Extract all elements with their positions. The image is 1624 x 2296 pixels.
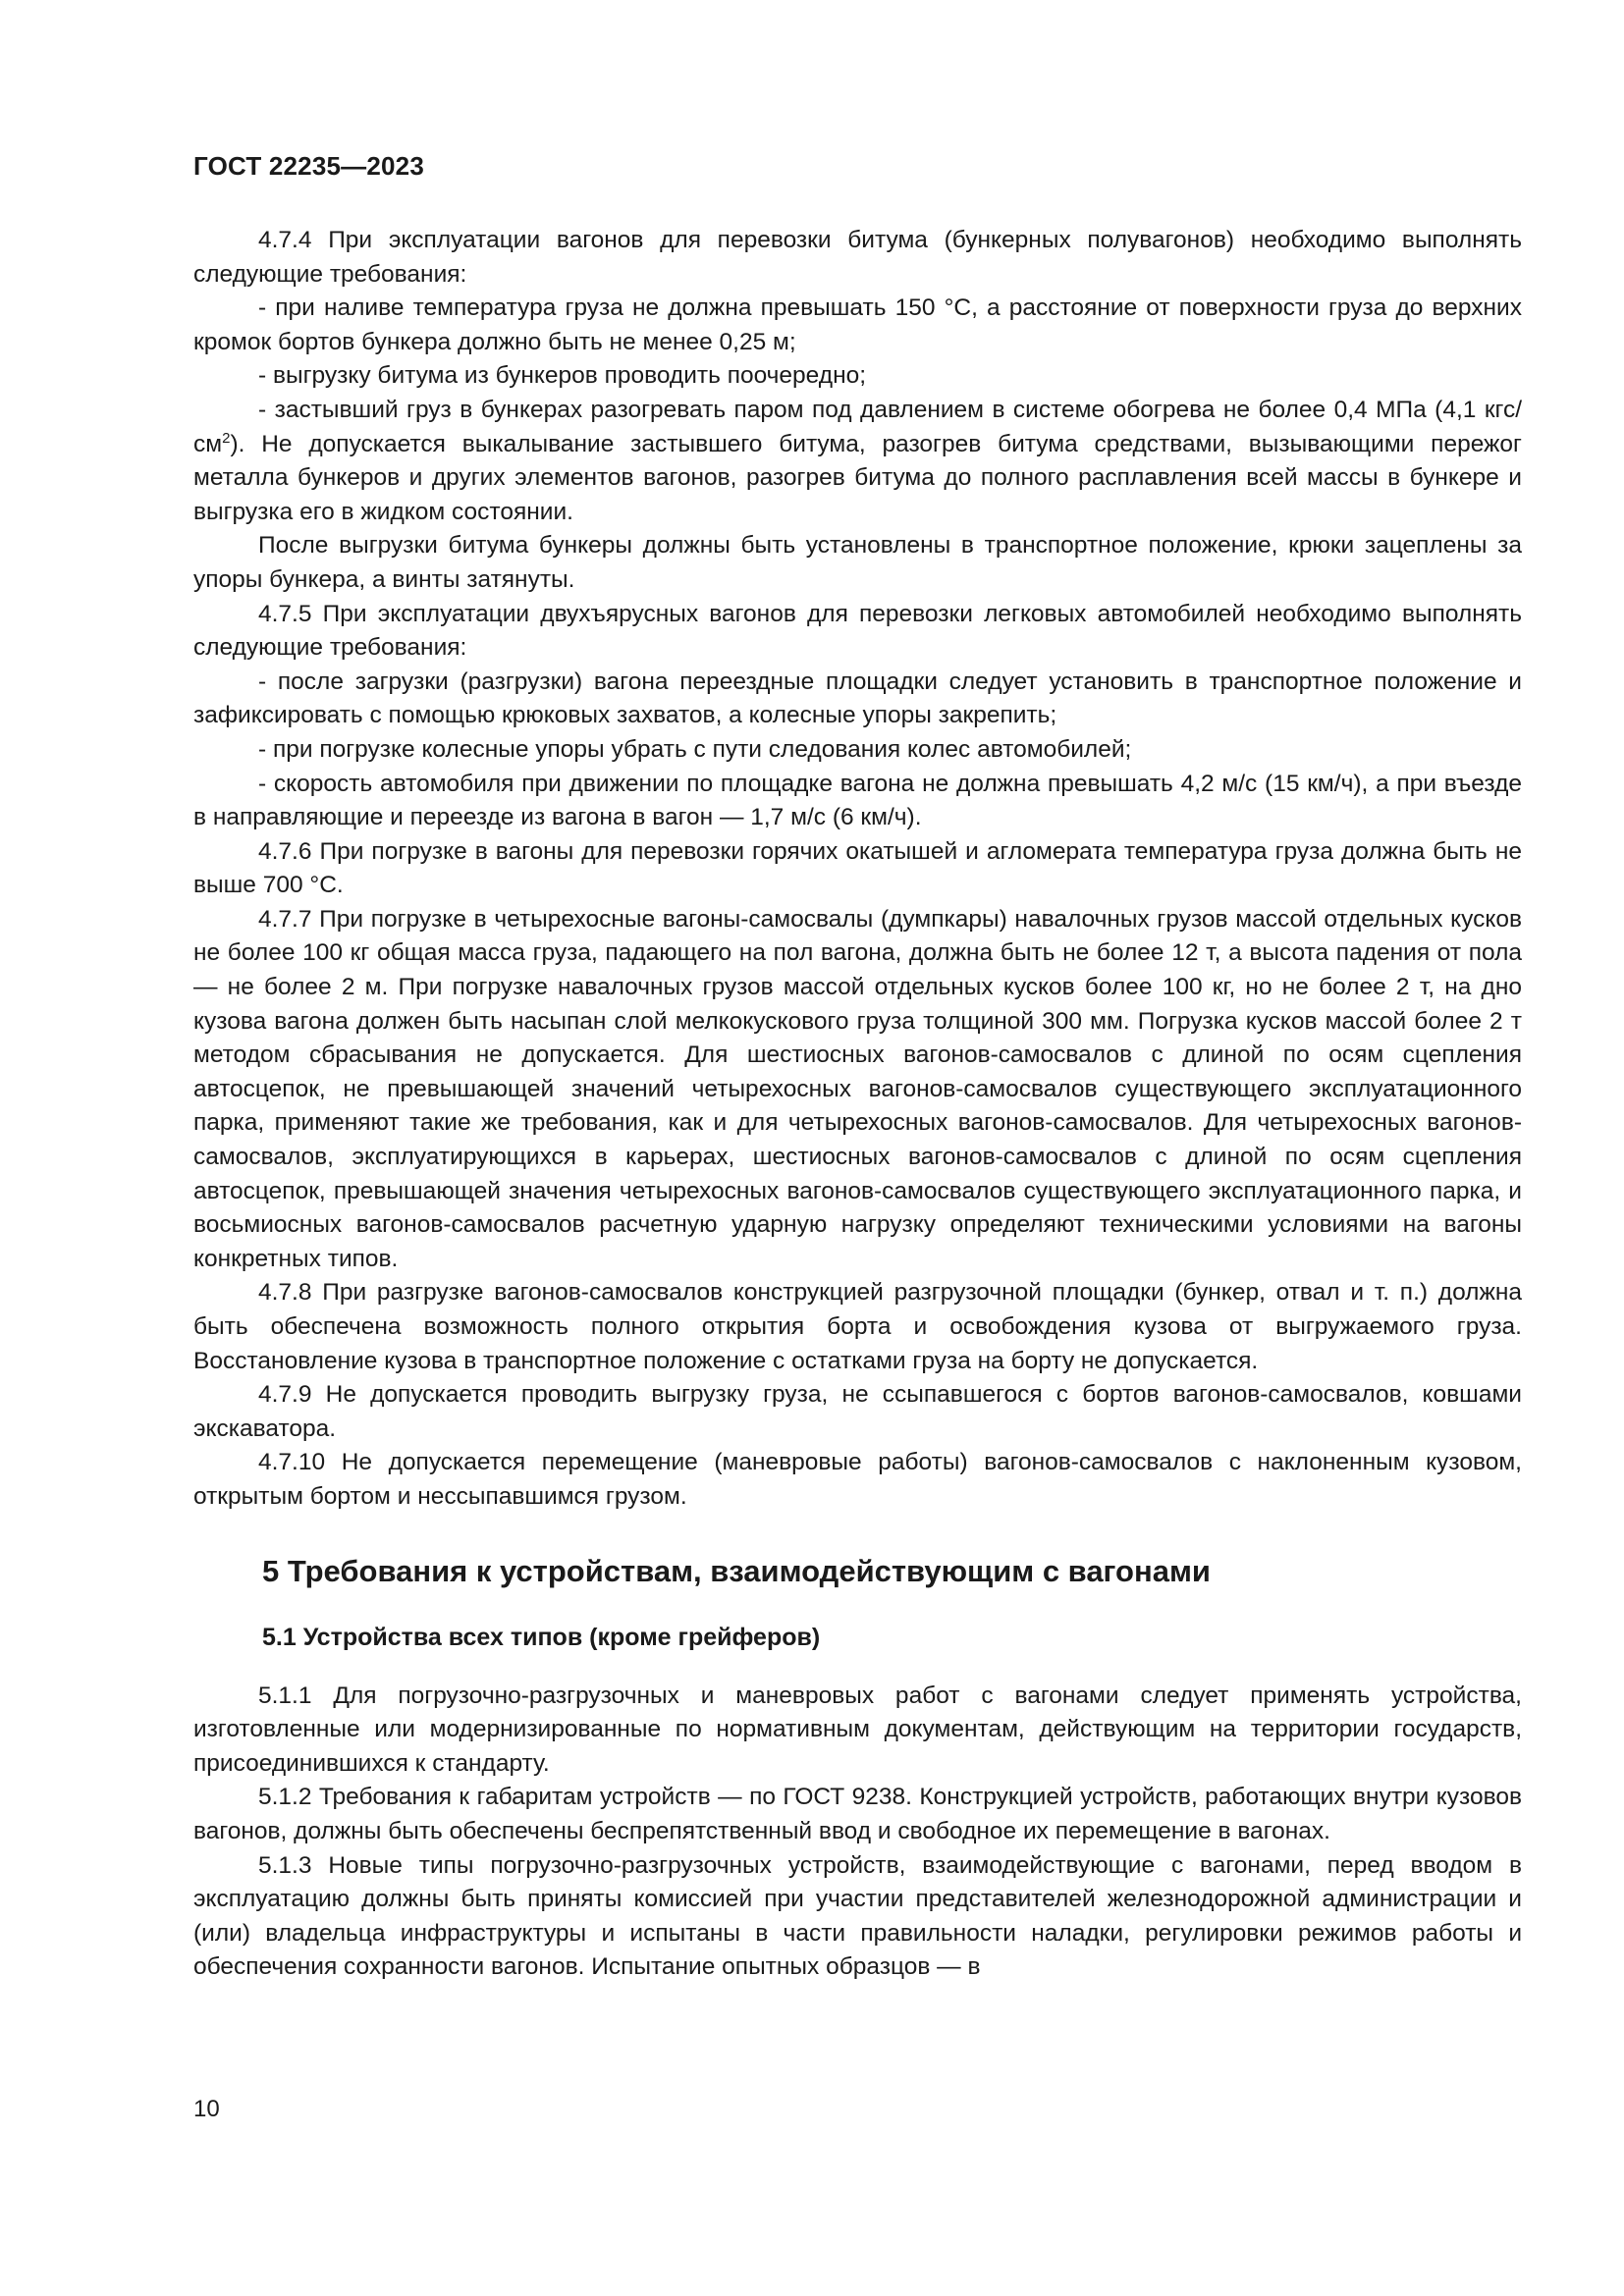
- paragraph-5-1-1: 5.1.1 Для погрузочно-разгрузочных и маневровых работ с вагонами следует применять устройства, изготовленные или модернизированные по нормативным документам, действующим на территории государств, присоединившихся к стандарту.: [193, 1682, 1522, 1777]
- list-item: - после загрузки (разгрузки) вагона переездные площадки следует установить в транспортное положение и зафиксировать с помощью крюковых захватов, а колесные упоры закрепить;: [193, 667, 1522, 729]
- paragraph-4-7-5: 4.7.5 При эксплуатации двухъярусных вагонов для перевозки легковых автомобилей необходимо выполнять следующие требования:: [193, 600, 1522, 662]
- list-item: - скорость автомобиля при движении по площадке вагона не должна превышать 4,2 м/с (15 км/ч), а при въезде в направляющие и переезде из вагона в вагон — 1,7 м/с (6 км/ч).: [193, 770, 1522, 831]
- document-header: ГОСТ 22235—2023: [193, 151, 424, 181]
- subsection-heading: 5.1 Устройства всех типов (кроме грейферов): [262, 1623, 821, 1651]
- paragraph-5-1-2: 5.1.2 Требования к габаритам устройств — по ГОСТ 9238. Конструкцией устройств, работающих внутри кузовов вагонов, должны быть обеспечены беспрепятственный ввод и свободное их перемещение в вагонах.: [193, 1784, 1522, 1844]
- text-fragment: ). Не допускается выкалывание застывшего битума, разогрев битума средствами, вызывающими пережог металла бункеров и других элементов вагонов, разогрев битума до полного расплавления всей массы в бункере и выгрузка его в жидком состоянии.: [193, 430, 1522, 525]
- list-item: [193, 394, 1522, 529]
- paragraph-4-7-10: 4.7.10 Не допускается перемещение (маневровые работы) вагонов-самосвалов с наклоненным кузовом, открытым бортом и нессыпавшимся грузом.: [193, 1449, 1522, 1510]
- paragraph-4-7-4: 4.7.4 При эксплуатации вагонов для перевозки битума (бункерных полувагонов) необходимо выполнять следующие требования:: [193, 227, 1522, 288]
- list-item: - при наливе температура груза не должна превышать 150 °С, а расстояние от поверхности груза до верхних кромок бортов бункера должно быть не менее 0,25 м;: [193, 294, 1522, 355]
- list-item: - выгрузку битума из бункеров проводить поочередно;: [258, 362, 867, 390]
- paragraph-4-7-6: 4.7.6 При погрузке в вагоны для перевозки горячих окатышей и агломерата температура груза должна быть не выше 700 °С.: [193, 837, 1522, 899]
- paragraph-5-1-3: 5.1.3 Новые типы погрузочно-разгрузочных устройств, взаимодействующие с вагонами, перед вводом в эксплуатацию должны быть приняты комиссией при участии представителей железнодорожной администрации и (или) владельца инфраструктуры и испытаны в части правильности наладки, регулировки режимов работы и обеспечения сохранности вагонов. Испытание опытных образцов — в: [193, 1851, 1522, 1981]
- paragraph: После выгрузки битума бункеры должны быть установлены в транспортное положение, крюки зацеплены за упоры бункера, а винты затянуты.: [193, 532, 1522, 593]
- superscript: 2: [222, 429, 231, 447]
- document-body: [193, 224, 1522, 1985]
- paragraph-4-7-7: 4.7.7 При погрузке в четырехосные вагоны-самосвалы (думпкары) навалочных грузов массой отдельных кусков не более 100 кг общая масса груза, падающего на пол вагона, должна быть не более 12 т, а высота падения от пола — не более 2 м. При погрузке навалочных грузов массой отдельных кусков более 100 кг, но не более 2 т, на дно кузова вагона должен быть насыпан слой мелкокускового груза толщиной 300 мм. Погрузка кусков массой более 2 т методом сбрасывания не допускается. Для шестиосных вагонов-самосвалов с длиной по осям сцепления автосцепок, не превышающей значений четырехосных вагонов-самосвалов существующего эксплуатационного парка, применяют такие же требования, как и для четырехосных вагонов-самосвалов. Для четырехосных вагонов-самосвалов, эксплуатирующихся в карьерах, шестиосных вагонов-самосвалов с длиной по осям сцепления автосцепок, превышающей значения четырехосных вагонов-самосвалов существующего эксплуатационного парка, и восьмиосных вагонов-самосвалов расчетную ударную нагрузку определяют техническими условиями на вагоны конкретных типов.: [193, 905, 1522, 1272]
- page-number: 10: [193, 2096, 220, 2122]
- paragraph-4-7-8: 4.7.8 При разгрузке вагонов-самосвалов конструкцией разгрузочной площадки (бункер, отвал и т. п.) должна быть обеспечена возможность полного открытия борта и освобождения кузова от выгружаемого груза. Восстановление кузова в транспортное положение с остатками груза на борту не допускается.: [193, 1279, 1522, 1374]
- list-item: - при погрузке колесные упоры убрать с пути следования колес автомобилей;: [258, 735, 1132, 763]
- text-fragment: - застывший груз в бункерах разогревать паром под давлением в системе обогрева не более 0,4 МПа (4,1 кгс/см: [193, 396, 1522, 457]
- section-heading: 5 Требования к устройствам, взаимодействующим с вагонами: [262, 1553, 1211, 1588]
- paragraph-4-7-9: 4.7.9 Не допускается проводить выгрузку груза, не ссыпавшегося с бортов вагонов-самосвалов, ковшами экскаватора.: [193, 1381, 1522, 1442]
